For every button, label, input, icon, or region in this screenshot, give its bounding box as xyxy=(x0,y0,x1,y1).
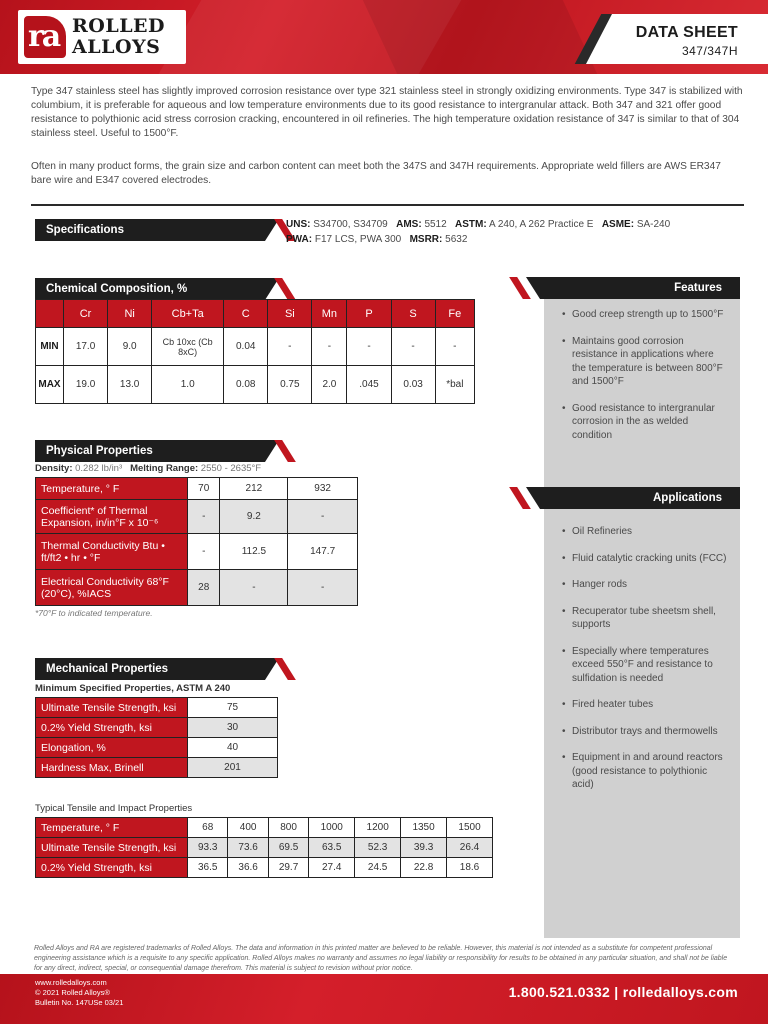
list-item: • Maintains good corrosion resistance in applications where the temperature is between 800°F and 1500°F xyxy=(560,335,730,389)
header-banner xyxy=(0,0,768,74)
tensile-subtitle: Typical Tensile and Impact Properties xyxy=(35,803,193,814)
page-title: DATA SHEET xyxy=(635,24,738,41)
table-row: Thermal Conductivity Btu • ft/ft2 • hr • °F - 112.5 147.7 xyxy=(36,534,358,570)
mechanical-subtitle: Minimum Specified Properties, ASTM A 240 xyxy=(35,683,231,694)
intro-paragraph-1: Type 347 stainless steel has slightly improved corrosion resistance over type 321 stainless steel in strongly oxidizing environments. Type 347 is stabilized with columbium, it is preferable for aqueous and low temperature environments due to its good resistance to intergranular attack. Both 347 and 321 offer good resistance to polythionic acid stress corrosion cracking, encountered in oil refineries. The high temperature oxidation resistance of 347 is similar to that of 304 stainless steel. Useful to 1500°F. xyxy=(31,86,743,139)
website-link[interactable]: www.rolledalloys.com xyxy=(35,978,107,987)
features-header: Features xyxy=(540,277,740,299)
list-item: • Equipment in and around reactors (good resistance to polythionic acid) xyxy=(560,751,730,792)
list-item: • Especially where temperatures exceed 550°F and resistance to sulfidation is needed xyxy=(560,645,730,686)
table-row: Hardness Max, Brinell 201 xyxy=(36,758,278,778)
table-row: Temperature, ° F 68 400 800 1000 1200 1350 1500 xyxy=(36,818,493,838)
intro-paragraph-2: Often in many product forms, the grain size and carbon content can meet both the 347S and 347H requirements. Appropriate weld fillers are AWS ER347 bare wire and E347 covered electrodes. xyxy=(31,161,721,186)
chemical-composition-header: Chemical Composition, % xyxy=(35,278,265,300)
physical-properties-header: Physical Properties xyxy=(35,440,265,462)
legal-disclaimer: Rolled Alloys and RA are registered trademarks of Rolled Alloys. The data and information in this printed matter are believed to be reliable. However, this material is not intended as a substitute for competent professional engineering assistance which is a requisite to any specific application. Rolled Alloys makes no warranty and assumes no legal liability or responsibility for results to be obtained in any particular situation, and shall not be liable for any direct, indirect, special, or consequential damage therefrom. This material is subject to revision without prior notice. xyxy=(34,945,728,972)
contact-info[interactable]: 1.800.521.0332 | rolledalloys.com xyxy=(508,984,738,1000)
copyright: © 2021 Rolled Alloys® xyxy=(35,988,110,997)
features-list xyxy=(560,308,730,455)
table-row: Ultimate Tensile Strength, ksi 75 xyxy=(36,698,278,718)
rolled-alloys-logo: ra ROLLED ALLOYS xyxy=(18,10,186,64)
list-item: • Recuperator tube sheetsm shell, supports xyxy=(560,605,730,632)
list-item: • Hanger rods xyxy=(560,578,730,592)
table-row: Temperature, ° F 70 212 932 xyxy=(36,478,358,500)
tensile-properties-table xyxy=(35,817,493,878)
applications-header: Applications xyxy=(540,487,740,509)
list-item: • Good creep strength up to 1500°F xyxy=(560,308,730,322)
table-row: Coefficient* of Thermal Expansion, in/in°F x 10⁻⁶ - 9.2 - xyxy=(36,500,358,534)
list-item: • Good resistance to intergranular corrosion in the as welded condition xyxy=(560,402,730,443)
ra-logo-mark: ra xyxy=(24,16,66,58)
spec-line-1: UNS: S34700, S34709 AMS: 5512 ASTM: A 240, A 262 Practice E ASME: SA-240 xyxy=(286,219,671,230)
table-row: Ultimate Tensile Strength, ksi 93.3 73.6 69.5 63.5 52.3 39.3 26.4 xyxy=(36,838,493,858)
chemical-composition-table: Cr Ni Cb+Ta C Si Mn P S Fe MIN 17.0 9.0 Cb 10xc (Cb 8xC) 0.04 - - - - - MAX 19.0 13.0 1.0 0.08 0.75 2.0 .045 0.03 *bal xyxy=(35,299,475,404)
divider xyxy=(31,204,744,206)
mechanical-properties-table xyxy=(35,697,278,778)
bulletin-number: Bulletin No. 147USe 03/21 xyxy=(35,998,124,1007)
footnote: *70°F to indicated temperature. xyxy=(35,608,153,618)
list-item: • Distributor trays and thermowells xyxy=(560,725,730,739)
table-row: Elongation, % 40 xyxy=(36,738,278,758)
page-subtitle: 347/347H xyxy=(681,44,738,58)
table-row: MIN 17.0 9.0 Cb 10xc (Cb 8xC) 0.04 - - - - - xyxy=(36,328,475,366)
table-row: 0.2% Yield Strength, ksi 30 xyxy=(36,718,278,738)
applications-list xyxy=(560,525,730,805)
mechanical-properties-header: Mechanical Properties xyxy=(35,658,265,680)
table-row: 0.2% Yield Strength, ksi 36.5 36.6 29.7 27.4 24.5 22.8 18.6 xyxy=(36,858,493,878)
list-item: • Fired heater tubes xyxy=(560,698,730,712)
title-box xyxy=(612,14,768,64)
density-melting-line: Density: 0.282 lb/in³ Melting Range: 2550 - 2635°F xyxy=(35,463,262,474)
spec-line-2: PWA: F17 LCS, PWA 300 MSRR: 5632 xyxy=(286,234,468,245)
list-item: • Fluid catalytic cracking units (FCC) xyxy=(560,552,730,566)
list-item: • Oil Refineries xyxy=(560,525,730,539)
specifications-header: Specifications xyxy=(35,219,265,241)
footer-banner xyxy=(0,974,768,1024)
physical-properties-table xyxy=(35,477,358,606)
table-row: MAX 19.0 13.0 1.0 0.08 0.75 2.0 .045 0.03 *bal xyxy=(36,366,475,404)
table-row: Electrical Conductivity 68°F (20°C), %IACS 28 - - xyxy=(36,570,358,606)
